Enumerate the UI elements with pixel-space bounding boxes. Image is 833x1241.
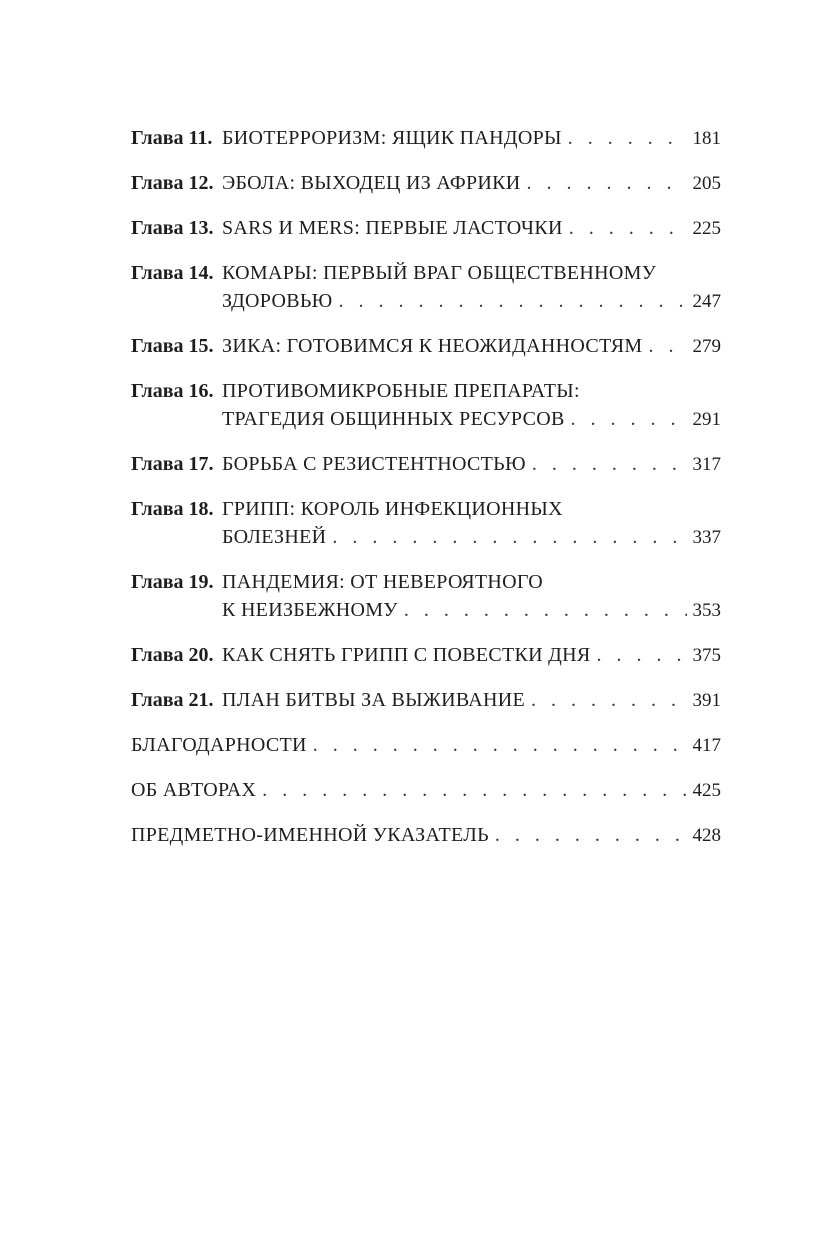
chapter-label: Глава 14. bbox=[131, 262, 214, 284]
dot-leader bbox=[495, 821, 687, 849]
page-number: 425 bbox=[692, 780, 721, 801]
page-number: 337 bbox=[692, 527, 721, 548]
toc-entry-body bbox=[131, 731, 721, 760]
toc-entry-body bbox=[131, 776, 721, 805]
toc-entry bbox=[131, 776, 721, 805]
chapter-title: ТРАГЕДИЯ ОБЩИННЫХ РЕСУРСОВ bbox=[222, 408, 565, 430]
chapter-title: ЗДОРОВЬЮ bbox=[222, 290, 333, 312]
chapter-label: Глава 11. bbox=[131, 127, 213, 149]
chapter-title: БОРЬБА С РЕЗИСТЕНТНОСТЬЮ bbox=[222, 453, 526, 475]
chapter-label: Глава 18. bbox=[131, 498, 214, 520]
toc-title-line bbox=[131, 776, 721, 805]
toc-title-line bbox=[222, 332, 721, 361]
toc-entry-body bbox=[222, 169, 721, 198]
dot-leader bbox=[571, 405, 687, 433]
toc-title-line bbox=[222, 377, 721, 405]
toc-entry-body bbox=[222, 641, 721, 670]
toc-title-line bbox=[131, 821, 721, 850]
dot-leader bbox=[568, 124, 687, 152]
toc-entry-body bbox=[222, 686, 721, 715]
toc-title-line bbox=[222, 214, 721, 243]
toc-entry-body bbox=[222, 124, 721, 153]
chapter-label: Глава 19. bbox=[131, 571, 214, 593]
toc-title-line bbox=[222, 596, 721, 625]
toc-entry bbox=[131, 686, 721, 715]
toc-title-line bbox=[222, 405, 721, 434]
page-number: 181 bbox=[692, 128, 721, 149]
page-number: 428 bbox=[692, 825, 721, 846]
dot-leader bbox=[313, 731, 687, 759]
page-number: 291 bbox=[692, 409, 721, 430]
toc-entry-body bbox=[222, 332, 721, 361]
chapter-title: ПЛАН БИТВЫ ЗА ВЫЖИВАНИЕ bbox=[222, 689, 525, 711]
toc-entry-body bbox=[222, 259, 721, 316]
chapter-title: КАК СНЯТЬ ГРИПП С ПОВЕСТКИ ДНЯ bbox=[222, 644, 591, 666]
chapter-label: Глава 17. bbox=[131, 453, 214, 475]
page-number: 247 bbox=[692, 291, 721, 312]
toc-entry-body bbox=[222, 214, 721, 243]
dot-leader bbox=[532, 450, 687, 478]
chapter-title: ОБ АВТОРАХ bbox=[131, 779, 257, 801]
toc-entry-body bbox=[131, 821, 721, 850]
toc-entry-body bbox=[222, 377, 721, 434]
toc-entry bbox=[131, 731, 721, 760]
page-number: 225 bbox=[692, 218, 721, 239]
chapter-title: БИОТЕРРОРИЗМ: ЯЩИК ПАНДОРЫ bbox=[222, 127, 562, 149]
toc-entry bbox=[131, 450, 721, 479]
chapter-title: К НЕИЗБЕЖНОМУ bbox=[222, 599, 398, 621]
toc-entry bbox=[131, 214, 721, 243]
dot-leader bbox=[597, 641, 687, 669]
dot-leader bbox=[332, 523, 686, 551]
toc-entry bbox=[131, 169, 721, 198]
chapter-title: ЭБОЛА: ВЫХОДЕЦ ИЗ АФРИКИ bbox=[222, 172, 521, 194]
toc-entry-body bbox=[222, 450, 721, 479]
dot-leader bbox=[527, 169, 687, 197]
chapter-title: ЗИКА: ГОТОВИМСЯ К НЕОЖИДАННОСТЯМ bbox=[222, 335, 643, 357]
toc-entry bbox=[131, 568, 721, 625]
dot-leader bbox=[338, 287, 686, 315]
dot-leader bbox=[569, 214, 687, 242]
toc-title-line bbox=[222, 259, 721, 287]
toc-title-line bbox=[222, 686, 721, 715]
toc-title-line bbox=[222, 568, 721, 596]
dot-leader bbox=[404, 596, 687, 624]
toc-title-line bbox=[222, 495, 721, 523]
chapter-label: Глава 12. bbox=[131, 172, 214, 194]
toc-title-line bbox=[222, 169, 721, 198]
toc-title-line bbox=[222, 450, 721, 479]
page-number: 353 bbox=[692, 600, 721, 621]
chapter-label: Глава 16. bbox=[131, 380, 214, 402]
toc-entry bbox=[131, 332, 721, 361]
toc-title-line bbox=[131, 731, 721, 760]
page-number: 317 bbox=[692, 454, 721, 475]
chapter-title: SARS И MERS: ПЕРВЫЕ ЛАСТОЧКИ bbox=[222, 217, 563, 239]
chapter-label: Глава 21. bbox=[131, 689, 214, 711]
dot-leader bbox=[262, 776, 686, 804]
chapter-label: Глава 20. bbox=[131, 644, 214, 666]
dot-leader bbox=[531, 686, 687, 714]
chapter-title: ПАНДЕМИЯ: ОТ НЕВЕРОЯТНОГО bbox=[222, 571, 544, 593]
toc-entry-body bbox=[222, 495, 721, 552]
toc-entry-body bbox=[222, 568, 721, 625]
chapter-label: Глава 13. bbox=[131, 217, 214, 239]
chapter-title: БЛАГОДАРНОСТИ bbox=[131, 734, 307, 756]
toc-entry bbox=[131, 641, 721, 670]
toc-title-line bbox=[222, 641, 721, 670]
toc-entry bbox=[131, 821, 721, 850]
chapter-title: КОМАРЫ: ПЕРВЫЙ ВРАГ ОБЩЕСТВЕННОМУ bbox=[222, 262, 657, 284]
toc-entry bbox=[131, 124, 721, 153]
toc-title-line bbox=[222, 124, 721, 153]
toc-entry bbox=[131, 377, 721, 434]
page-number: 375 bbox=[692, 645, 721, 666]
toc-title-line bbox=[222, 523, 721, 552]
page-number: 279 bbox=[692, 336, 721, 357]
chapter-title: БОЛЕЗНЕЙ bbox=[222, 526, 327, 548]
page-number: 205 bbox=[692, 173, 721, 194]
chapter-label: Глава 15. bbox=[131, 335, 214, 357]
toc-entry bbox=[131, 259, 721, 316]
toc-title-line bbox=[222, 287, 721, 316]
chapter-title: ПРОТИВОМИКРОБНЫЕ ПРЕПАРАТЫ: bbox=[222, 380, 580, 402]
chapter-title: ГРИПП: КОРОЛЬ ИНФЕКЦИОННЫХ bbox=[222, 498, 563, 520]
page-number: 417 bbox=[692, 735, 721, 756]
dot-leader bbox=[648, 332, 686, 360]
toc-entry bbox=[131, 495, 721, 552]
page-number: 391 bbox=[692, 690, 721, 711]
chapter-title: ПРЕДМЕТНО-ИМЕННОЙ УКАЗАТЕЛЬ bbox=[131, 824, 489, 846]
table-of-contents bbox=[131, 124, 721, 866]
